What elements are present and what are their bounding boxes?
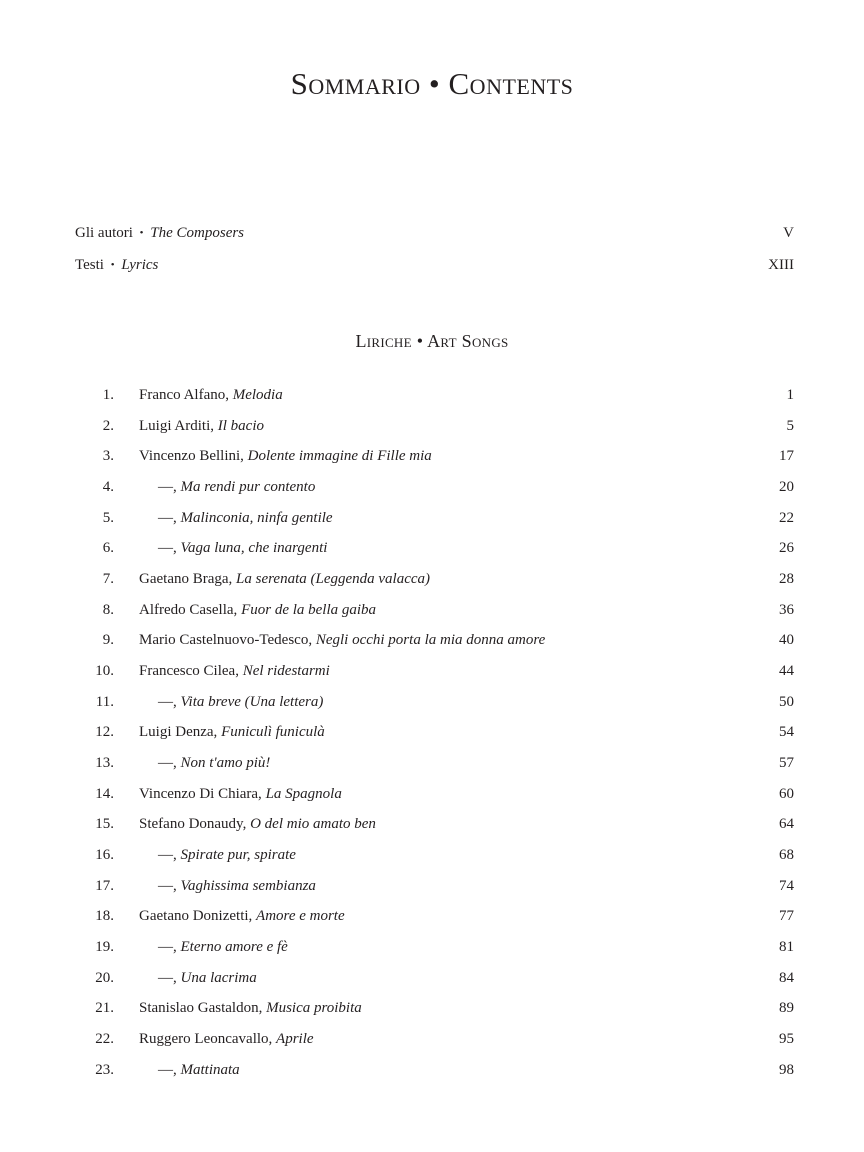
toc-list	[75, 383, 794, 1088]
entry-number: 4.	[102, 479, 114, 496]
entry-number: 16.	[95, 847, 114, 864]
entry-text	[158, 935, 288, 959]
toc-entry[interactable]	[75, 659, 794, 690]
entry-number: 19.	[95, 939, 114, 956]
entry-title: La serenata (Leggenda valacca)	[236, 571, 431, 588]
entry-page: 64	[779, 816, 794, 833]
entry-page: 89	[779, 1000, 794, 1017]
entry-number: 2.	[102, 417, 114, 434]
entry-text	[158, 506, 333, 530]
entry-text	[139, 567, 430, 591]
entry-composer: —,	[158, 1061, 177, 1078]
toc-entry[interactable]	[75, 690, 794, 721]
entry-title: Mattinata	[180, 1061, 240, 1078]
entry-number: 15.	[95, 816, 114, 833]
toc-entry[interactable]	[75, 751, 794, 782]
toc-entry[interactable]	[75, 904, 794, 935]
entry-composer: —,	[158, 479, 177, 496]
entry-number: 1.	[102, 387, 114, 403]
front-matter-italian: Gli autori	[75, 225, 133, 241]
entry-title: Vaga luna, che inargenti	[180, 540, 328, 557]
entry-text	[139, 598, 376, 622]
entry-number: 23.	[95, 1061, 114, 1078]
entry-composer: Francesco Cilea,	[139, 663, 239, 680]
entry-number: 8.	[102, 601, 114, 618]
toc-entry[interactable]	[75, 1027, 794, 1058]
front-matter-english: The Composers	[150, 225, 245, 241]
toc-entry[interactable]	[75, 506, 794, 537]
section-italian: Liriche	[355, 331, 412, 351]
section-heading	[0, 331, 864, 352]
entry-page: 44	[779, 663, 794, 680]
front-matter-list	[75, 221, 794, 284]
entry-text	[158, 874, 316, 898]
entry-number: 11.	[95, 693, 114, 710]
entry-composer: Luigi Arditi,	[139, 417, 214, 434]
entry-page: 95	[779, 1031, 794, 1048]
entry-page: 50	[779, 693, 794, 710]
entry-number: 20.	[95, 969, 114, 986]
entry-composer: —,	[158, 847, 177, 864]
front-matter-page: V	[783, 225, 794, 241]
entry-title: Il bacio	[217, 417, 264, 434]
entry-title: Nel ridestarmi	[242, 663, 330, 680]
title-english: Contents	[448, 66, 574, 101]
entry-title: Aprile	[276, 1031, 314, 1048]
entry-page: 68	[779, 847, 794, 864]
entry-title: Non t'amo più!	[180, 755, 271, 772]
entry-composer: Mario Castelnuovo-Tedesco,	[139, 632, 313, 649]
entry-composer: —,	[158, 877, 177, 894]
entry-text	[139, 720, 325, 744]
entry-page: 20	[779, 479, 794, 496]
entry-title: Una lacrima	[180, 969, 257, 986]
entry-page: 1	[786, 387, 794, 403]
toc-entry[interactable]	[75, 812, 794, 843]
entry-text	[158, 751, 270, 775]
toc-entry[interactable]	[75, 782, 794, 813]
entry-page: 28	[779, 571, 794, 588]
toc-entry[interactable]	[75, 996, 794, 1027]
toc-entry[interactable]	[75, 874, 794, 905]
entry-composer: Stanislao Gastaldon,	[139, 1000, 263, 1017]
entry-title: Ma rendi pur contento	[180, 479, 316, 496]
front-matter-separator: •	[139, 227, 144, 239]
entry-title: Funiculì funiculà	[221, 724, 325, 741]
entry-title: Vita breve (Una lettera)	[180, 693, 324, 710]
entry-text	[139, 812, 376, 836]
entry-page: 60	[779, 785, 794, 802]
toc-entry[interactable]	[75, 383, 794, 414]
entry-text	[158, 475, 315, 499]
entry-text	[139, 996, 362, 1020]
entry-composer: Ruggero Leoncavallo,	[139, 1031, 273, 1048]
entry-title: Malinconia, ninfa gentile	[180, 509, 333, 526]
toc-entry[interactable]	[75, 598, 794, 629]
entry-composer: —,	[158, 693, 177, 710]
toc-entry[interactable]	[75, 567, 794, 598]
entry-title: Negli occhi porta la mia donna amore	[315, 632, 546, 649]
entry-page: 84	[779, 969, 794, 986]
entry-number: 17.	[95, 877, 114, 894]
entry-text	[139, 659, 330, 683]
entry-page: 36	[779, 601, 794, 618]
entry-text	[139, 782, 342, 806]
entry-title: La Spagnola	[265, 785, 342, 802]
entry-text	[139, 414, 264, 438]
entry-text	[139, 1027, 314, 1051]
entry-number: 7.	[102, 571, 114, 588]
front-matter-item-composers[interactable]	[75, 221, 794, 253]
front-matter-item-lyrics[interactable]	[75, 253, 794, 285]
entry-title: Amore e morte	[256, 908, 345, 925]
entry-composer: Vincenzo Bellini,	[139, 448, 244, 465]
front-matter-entry	[75, 221, 244, 245]
entry-page: 54	[779, 724, 794, 741]
front-matter-entry	[75, 253, 158, 277]
entry-title: Melodia	[232, 387, 283, 403]
entry-text	[139, 628, 545, 652]
entry-title: O del mio amato ben	[250, 816, 376, 833]
entry-number: 10.	[95, 663, 114, 680]
entry-page: 22	[779, 509, 794, 526]
entry-title: Eterno amore e fè	[180, 939, 288, 956]
toc-entry[interactable]	[75, 1058, 794, 1089]
entry-page: 77	[779, 908, 794, 925]
toc-entry[interactable]	[75, 414, 794, 445]
entry-text	[158, 843, 296, 867]
entry-composer: Gaetano Braga,	[139, 571, 233, 588]
entry-title: Musica proibita	[266, 1000, 362, 1017]
section-separator: •	[416, 331, 424, 351]
entry-composer: Stefano Donaudy,	[139, 816, 247, 833]
entry-text	[158, 536, 327, 560]
entry-composer: —,	[158, 509, 177, 526]
entry-text	[158, 1058, 240, 1082]
entry-composer: —,	[158, 540, 177, 557]
entry-number: 12.	[95, 724, 114, 741]
page-title	[0, 66, 864, 102]
entry-page: 26	[779, 540, 794, 557]
entry-number: 3.	[102, 448, 114, 465]
entry-number: 22.	[95, 1031, 114, 1048]
title-separator: •	[428, 66, 441, 101]
entry-number: 6.	[102, 540, 114, 557]
front-matter-english: Lyrics	[121, 256, 159, 273]
entry-number: 14.	[95, 785, 114, 802]
entry-composer: Vincenzo Di Chiara,	[139, 785, 262, 802]
entry-page: 5	[786, 417, 794, 434]
entry-page: 17	[779, 448, 794, 465]
toc-entry[interactable]	[75, 444, 794, 475]
entry-text	[158, 690, 323, 714]
toc-entry[interactable]	[75, 966, 794, 997]
front-matter-separator: •	[110, 258, 115, 271]
entry-text	[139, 383, 283, 407]
entry-page: 40	[779, 632, 794, 649]
entry-title: Fuor de la bella gaiba	[241, 601, 377, 618]
toc-entry[interactable]	[75, 628, 794, 659]
title-italian: Sommario	[290, 66, 421, 101]
entry-text	[158, 966, 257, 990]
entry-composer: —,	[158, 969, 177, 986]
entry-title: Vaghissima sembianza	[180, 877, 316, 894]
entry-text	[139, 904, 345, 928]
entry-composer: Alfredo Casella,	[139, 601, 238, 618]
entry-page: 81	[779, 939, 794, 956]
toc-entry[interactable]	[75, 536, 794, 567]
toc-entry[interactable]	[75, 475, 794, 506]
entry-title: Dolente immagine di Fille mia	[247, 448, 432, 465]
entry-title: Spirate pur, spirate	[180, 847, 296, 864]
entry-page: 74	[779, 877, 794, 894]
entry-number: 9.	[102, 632, 114, 649]
entry-number: 13.	[95, 755, 114, 772]
toc-entry[interactable]	[75, 843, 794, 874]
entry-composer: Gaetano Donizetti,	[139, 908, 253, 925]
entry-text	[139, 444, 432, 468]
entry-number: 21.	[95, 1000, 114, 1017]
section-english: Art Songs	[427, 331, 509, 351]
entry-composer: Luigi Denza,	[139, 724, 218, 741]
entry-composer: Franco Alfano,	[139, 387, 229, 403]
toc-entry[interactable]	[75, 720, 794, 751]
toc-entry[interactable]	[75, 935, 794, 966]
entry-composer: —,	[158, 755, 177, 772]
front-matter-italian: Testi	[75, 256, 104, 273]
entry-page: 98	[779, 1061, 794, 1078]
entry-composer: —,	[158, 939, 177, 956]
front-matter-page: XIII	[768, 256, 794, 273]
entry-page: 57	[779, 755, 794, 772]
entry-number: 5.	[102, 509, 114, 526]
entry-number: 18.	[95, 908, 114, 925]
